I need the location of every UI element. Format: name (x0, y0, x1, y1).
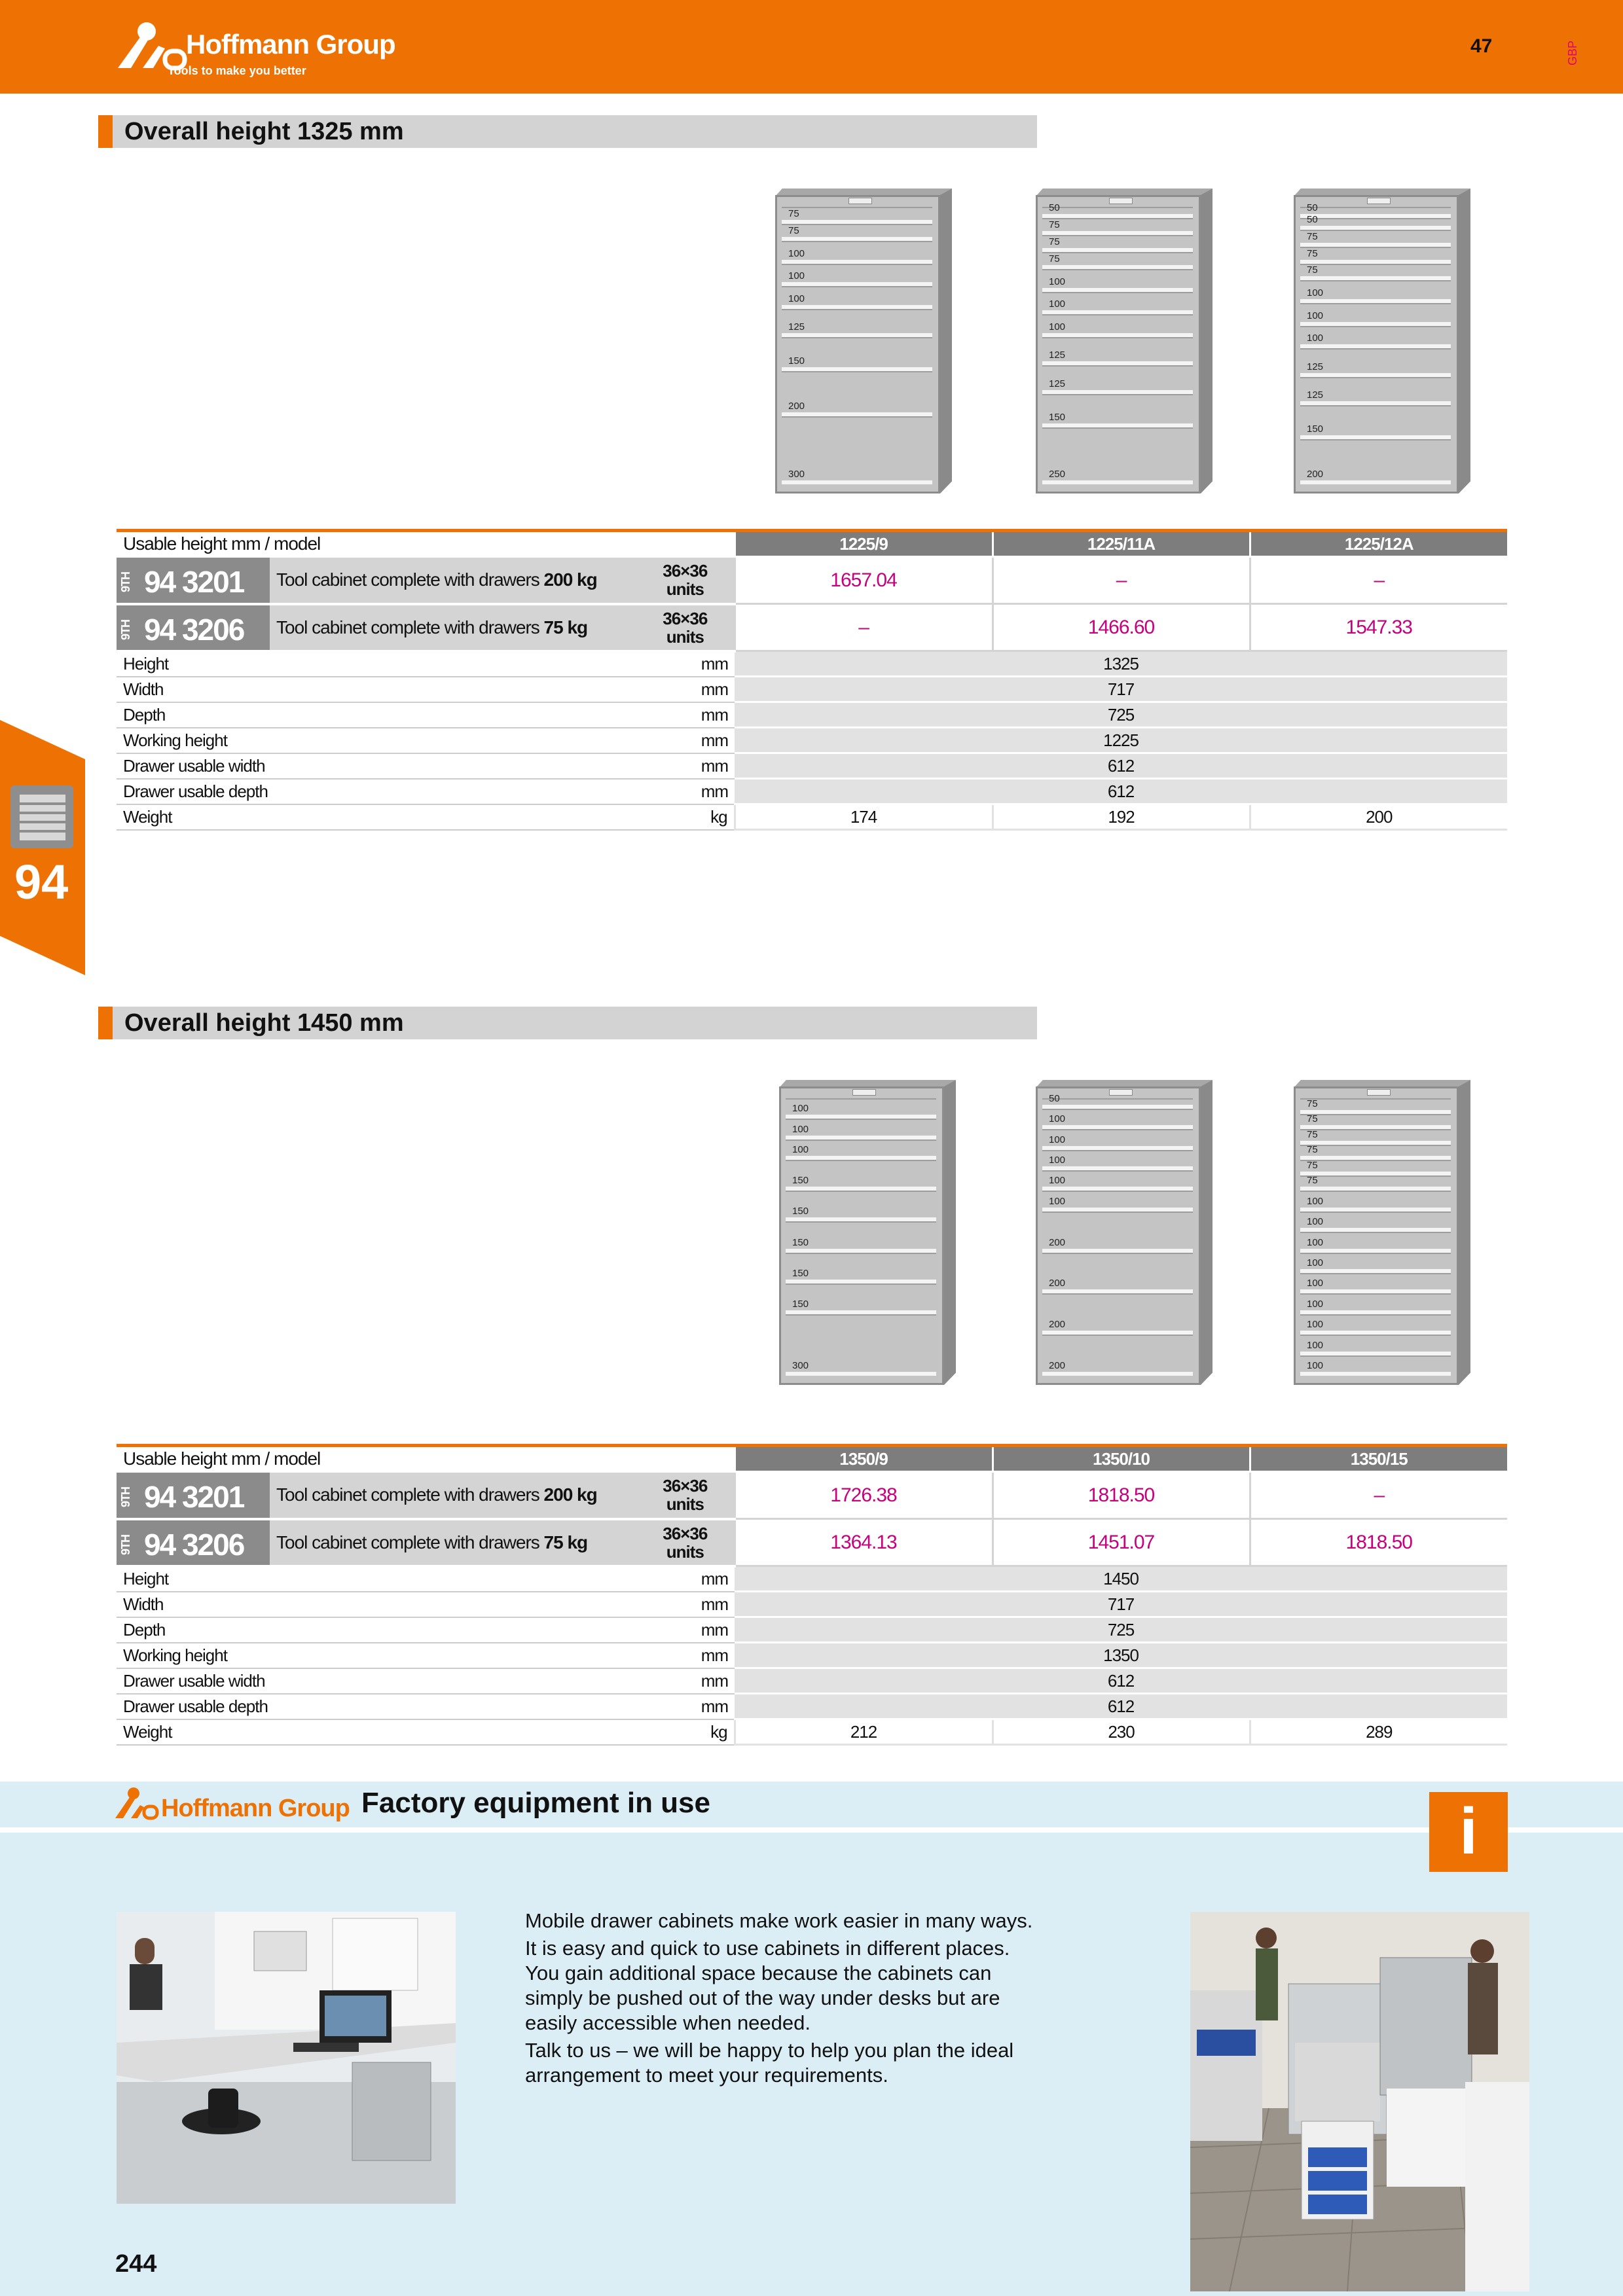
drawer-front (1300, 377, 1451, 405)
model-1225-12a: 1225/12A (1250, 531, 1507, 557)
office-workstation-photo (117, 1912, 456, 2204)
drawer-front (1300, 1232, 1451, 1252)
drawer-height-label: 75 (1307, 230, 1318, 242)
price-cell: 1364.13 (735, 1519, 993, 1566)
cabinet-drawing (1294, 1080, 1470, 1385)
cabinet-drawing (779, 1080, 956, 1385)
drawer-front (1300, 1211, 1451, 1232)
cabinet-drawing (1294, 188, 1470, 493)
info-text (525, 1909, 1049, 2090)
drawer-height-label: 100 (1049, 321, 1066, 333)
country-code: GBP (1566, 40, 1579, 65)
dim-row-depth: Depth mm 725 (117, 1617, 1507, 1643)
drawer-height-label: 75 (788, 224, 799, 236)
drawer-height-label: 250 (1049, 468, 1066, 480)
product-description: Tool cabinet complete with drawers 75 kg (270, 604, 636, 651)
drawer-front (782, 416, 932, 484)
drawer-height-label: 100 (1307, 1278, 1324, 1289)
spec-table-1450 (117, 1444, 1507, 1746)
drawer-height-label: 150 (788, 355, 805, 367)
drawer-front (1300, 405, 1451, 439)
drawer-height-label: 100 (1049, 1195, 1066, 1207)
drawer-height-label: 150 (792, 1298, 809, 1310)
table-header-row (117, 531, 1507, 557)
drawer-front (1300, 1129, 1451, 1145)
drawer-height-label: 125 (1307, 389, 1324, 401)
product-description: Tool cabinet complete with drawers 200 kg (270, 1472, 636, 1519)
info-brand: Hoffmann Group (161, 1795, 350, 1822)
drawer-front (1042, 1293, 1193, 1335)
drawer-height-label: 100 (788, 270, 805, 282)
drawer-front (786, 1191, 936, 1221)
dim-row-drawer-width: Drawer usable width mm 612 (117, 1668, 1507, 1694)
drawer-height-label: 200 (1307, 468, 1324, 480)
drawer-height-label: 75 (1307, 1144, 1318, 1156)
product-row-943201 (117, 557, 1507, 604)
drawer-height-label: 125 (1049, 350, 1066, 361)
drawer-front (786, 1119, 936, 1139)
dim-row-working-height: Working height mm 1350 (117, 1643, 1507, 1668)
drawer-height-label: 50 (1049, 1092, 1060, 1104)
drawer-height-label: 100 (1049, 1113, 1066, 1125)
drawer-front (782, 286, 932, 309)
price-cell: – (1250, 1472, 1507, 1519)
drawer-height-label: 100 (1049, 298, 1066, 310)
spec-table-1325 (117, 529, 1507, 831)
drawer-height-label: 100 (1307, 1319, 1324, 1331)
drawer-front (782, 371, 932, 416)
drawer-front (1300, 280, 1451, 303)
drawer-front (1042, 269, 1193, 292)
product-description: Tool cabinet complete with drawers 200 kg (270, 557, 636, 604)
drawer-height-label: 100 (792, 1123, 809, 1135)
drawer-front (1042, 252, 1193, 269)
drawer-front (1300, 1160, 1451, 1175)
drawer-front (1042, 394, 1193, 428)
cabinet-drawing (775, 188, 952, 493)
drawer-front (1300, 1145, 1451, 1160)
cabinet-drawing (1036, 1080, 1213, 1385)
cabinet-lock (1109, 1089, 1133, 1096)
article-number: 9TH 94 3206 (117, 1519, 270, 1566)
drawer-front (786, 1283, 936, 1314)
drawer-height-label: 100 (1049, 1154, 1066, 1166)
drawer-front (786, 1098, 936, 1119)
drawer-height-label: 100 (1307, 1257, 1324, 1268)
drawer-height-label: 50 (1307, 213, 1318, 225)
drawer-front (1042, 218, 1193, 235)
drawer-front (782, 207, 932, 224)
product-row-943201 (117, 1472, 1507, 1519)
drawer-front (1300, 1253, 1451, 1273)
drawer-front (786, 1221, 936, 1252)
price-cell: 1466.60 (993, 604, 1250, 651)
drawer-height-label: 75 (788, 207, 799, 219)
drawer-height-label: 50 (1307, 202, 1318, 214)
price-cell: – (735, 604, 993, 651)
info-icon: i (1429, 1792, 1508, 1872)
workshop-photo (1190, 1912, 1529, 2291)
product-units: 36×36 units (636, 557, 735, 604)
drawer-height-label: 200 (1049, 1359, 1066, 1371)
drawer-front (786, 1160, 936, 1191)
header-label: Usable height mm / model (117, 531, 735, 557)
cabinet-drawing (1036, 188, 1213, 493)
drawer-front (1300, 247, 1451, 264)
hoffmann-logo (113, 16, 395, 81)
drawer-height-label: 200 (1049, 1278, 1066, 1289)
drawer-front (786, 1139, 936, 1160)
drawer-height-label: 100 (1049, 1134, 1066, 1145)
dim-row-drawer-width: Drawer usable width mm 612 (117, 753, 1507, 779)
page-number-top: 47 (1470, 35, 1493, 57)
info-paragraph-3: Talk to us – we will be happy to help you plan the ideal arrangement to meet your requirements. (525, 2039, 1014, 2087)
drawer-height-label: 100 (1307, 332, 1324, 344)
drawer-front (1300, 230, 1451, 247)
drawer-height-label: 100 (1307, 1359, 1324, 1371)
drawer-height-label: 200 (1049, 1236, 1066, 1248)
model-1350-15: 1350/15 (1250, 1446, 1507, 1472)
drawer-front (1042, 202, 1193, 218)
drawer-front (1042, 1335, 1193, 1376)
drawer-height-label: 100 (1307, 1195, 1324, 1207)
drawer-front (1042, 235, 1193, 252)
drawer-front (782, 309, 932, 337)
drawer-front (1300, 1314, 1451, 1335)
dim-row-drawer-depth: Drawer usable depth mm 612 (117, 1694, 1507, 1719)
drawer-height-label: 300 (788, 468, 805, 480)
article-number: 9TH 94 3201 (117, 1472, 270, 1519)
drawer-height-label: 300 (792, 1359, 809, 1371)
drawer-height-label: 150 (792, 1267, 809, 1279)
dim-row-working-height: Working height mm 1225 (117, 728, 1507, 753)
drawer-height-label: 100 (1307, 1298, 1324, 1310)
drawer-front (1042, 427, 1193, 484)
model-1350-9: 1350/9 (735, 1446, 993, 1472)
dim-row-height: Height mm 1325 (117, 651, 1507, 677)
drawer-height-label: 75 (1049, 219, 1060, 231)
model-1350-10: 1350/10 (993, 1446, 1250, 1472)
chapter-number: 94 (14, 855, 69, 909)
article-number: 9TH 94 3206 (117, 604, 270, 651)
product-row-943206 (117, 1519, 1507, 1566)
dim-row-drawer-depth: Drawer usable depth mm 612 (117, 779, 1507, 804)
drawer-front (782, 224, 932, 241)
dim-row-height: Height mm 1450 (117, 1566, 1507, 1592)
drawer-height-label: 200 (1049, 1319, 1066, 1331)
info-logo (113, 1783, 355, 1822)
product-description: Tool cabinet complete with drawers 75 kg (270, 1519, 636, 1566)
price-cell: – (1250, 557, 1507, 604)
drawer-front (1042, 292, 1193, 315)
cabinet-lock (848, 198, 872, 204)
drawer-height-label: 75 (1307, 1159, 1318, 1171)
product-units: 36×36 units (636, 604, 735, 651)
section-title-1325: Overall height 1325 mm (98, 115, 1037, 148)
drawer-height-label: 150 (792, 1206, 809, 1217)
drawer-front (1042, 365, 1193, 393)
drawer-height-label: 100 (792, 1144, 809, 1156)
drawer-front (1300, 1175, 1451, 1191)
price-cell: 1818.50 (1250, 1519, 1507, 1566)
drawer-front (1300, 264, 1451, 281)
drawer-height-label: 100 (792, 1103, 809, 1115)
drawer-height-label: 100 (788, 293, 805, 304)
drawer-height-label: 75 (1307, 1098, 1318, 1109)
chapter-tab (0, 720, 85, 975)
drawer-front (1300, 326, 1451, 349)
dim-row-weight: Weight kg 174 192 200 (117, 804, 1507, 830)
cabinet-lock (1109, 198, 1133, 204)
drawer-front (1042, 1253, 1193, 1294)
drawer-height-label: 100 (1307, 1339, 1324, 1351)
drawer-height-label: 150 (792, 1175, 809, 1187)
dim-row-depth: Depth mm 725 (117, 702, 1507, 728)
drawer-front (1300, 1293, 1451, 1314)
drawer-front (1042, 1109, 1193, 1129)
price-cell: – (993, 557, 1250, 604)
info-title: Factory equipment in use (361, 1787, 710, 1819)
price-cell: 1451.07 (993, 1519, 1250, 1566)
price-cell: 1726.38 (735, 1472, 993, 1519)
drawer-height-label: 125 (1049, 378, 1066, 389)
model-1225-9: 1225/9 (735, 531, 993, 557)
drawer-height-label: 125 (1307, 361, 1324, 372)
info-paragraph-1: Mobile drawer cabinets make work easier in many ways. (525, 1909, 1033, 1932)
info-paragraph-2: It is easy and quick to use cabinets in different places. You gain additional space because the cabinets can simply be pushed out of the way under desks but are easily accessible when needed. (525, 1937, 1010, 2034)
drawer-front (782, 241, 932, 264)
dim-row-weight: Weight kg 212 230 289 (117, 1719, 1507, 1745)
drawer-front (1300, 1335, 1451, 1355)
drawer-height-label: 75 (1307, 1128, 1318, 1140)
price-cell: 1547.33 (1250, 604, 1507, 651)
product-row-943206 (117, 604, 1507, 651)
drawer-front (1300, 1191, 1451, 1211)
drawer-front (1042, 1150, 1193, 1170)
drawer-height-label: 150 (1049, 412, 1066, 423)
page-number-bottom: 244 (115, 2250, 157, 2278)
brand-tagline: Tools to make you better (168, 64, 306, 77)
section-title-1450: Overall height 1450 mm (98, 1007, 1037, 1039)
drawer-front (782, 337, 932, 371)
drawer-height-label: 75 (1049, 253, 1060, 265)
product-units: 36×36 units (636, 1472, 735, 1519)
drawer-front (1300, 1273, 1451, 1293)
drawer-height-label: 125 (788, 321, 805, 332)
drawer-front (786, 1314, 936, 1376)
drawer-front (1300, 1355, 1451, 1376)
drawer-front (1042, 1129, 1193, 1149)
drawer-front (1300, 439, 1451, 484)
drawer-front (786, 1253, 936, 1283)
header-label: Usable height mm / model (117, 1446, 735, 1472)
drawer-height-label: 75 (1049, 236, 1060, 248)
brand-name: Hoffmann Group (186, 29, 395, 60)
drawer-height-label: 100 (1049, 1175, 1066, 1187)
drawer-height-label: 100 (1307, 287, 1324, 299)
drawer-height-label: 75 (1307, 264, 1318, 276)
drawer-height-label: 150 (1307, 423, 1324, 435)
drawer-front (1300, 1114, 1451, 1130)
drawer-front (1042, 1211, 1193, 1253)
drawer-height-label: 150 (792, 1236, 809, 1248)
drawer-front (1042, 1092, 1193, 1109)
drawer-height-label: 75 (1307, 1113, 1318, 1125)
drawer-height-label: 200 (788, 401, 805, 412)
hoffmann-logo-icon (113, 1784, 160, 1823)
drawer-height-label: 100 (1049, 276, 1066, 287)
drawer-front (1042, 314, 1193, 337)
product-units: 36×36 units (636, 1519, 735, 1566)
drawer-front (1300, 1098, 1451, 1114)
drawer-front (1300, 202, 1451, 218)
drawer-height-label: 100 (788, 247, 805, 259)
cabinet-lock (1367, 1089, 1391, 1096)
model-1225-11a: 1225/11A (993, 531, 1250, 557)
drawer-height-label: 75 (1307, 247, 1318, 259)
price-cell: 1818.50 (993, 1472, 1250, 1519)
drawer-front (1042, 1191, 1193, 1211)
drawer-height-label: 100 (1307, 1216, 1324, 1228)
table-header-row (117, 1446, 1507, 1472)
drawer-front (1300, 303, 1451, 326)
drawer-front (782, 264, 932, 287)
drawer-front (1300, 213, 1451, 229)
price-cell: 1657.04 (735, 557, 993, 604)
drawer-height-label: 50 (1049, 202, 1060, 214)
cabinet-lock (1367, 198, 1391, 204)
drawer-height-label: 100 (1307, 1236, 1324, 1248)
cabinet-lock (852, 1089, 876, 1096)
drawer-front (1300, 348, 1451, 376)
dim-row-width: Width mm 717 (117, 1592, 1507, 1617)
drawer-height-label: 100 (1307, 310, 1324, 321)
drawer-height-label: 75 (1307, 1175, 1318, 1187)
drawer-front (1042, 337, 1193, 365)
drawer-front (1042, 1170, 1193, 1191)
article-number: 9TH 94 3201 (117, 557, 270, 604)
dim-row-width: Width mm 717 (117, 677, 1507, 702)
